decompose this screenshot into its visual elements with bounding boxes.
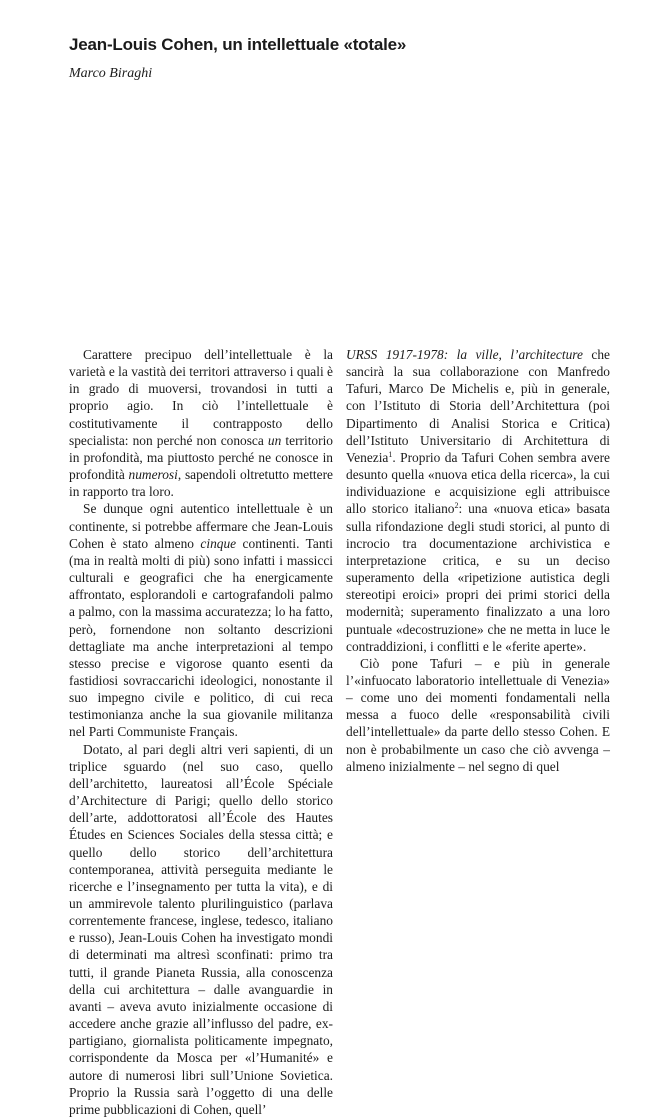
paragraph-4: Ciò pone Tafuri – e più in generale l’«infuocato laboratorio intellettuale di Venezia» – come uno dei momenti fondamentali nella messa a fuoco delle «responsabilità civili dell’intellettuale» da parte dello stesso Cohen. E non è probabilmente un caso che ciò avvenga – almeno inizialmente – nel segno di quel [346, 655, 610, 774]
text-column-right [346, 346, 610, 775]
article-title: Jean-Louis Cohen, un intellettuale «totale» [69, 35, 407, 54]
paragraph-2: Se dunque ogni autentico intellettuale è un continente, si potrebbe affermare che Jean-Louis Cohen è stato almeno cinque continenti. Tanti (ma in realtà molti di più) sono infatti i massicci culturali e geografici che ha energicamente affrontato, esplorandoli e cartografandoli palmo a palmo, con la massima accuratezza; lo ha fatto, però, fornendone non soltanto descrizioni dettagliate ma anche interpretazioni al tempo stesso precise e vigorose quanto esenti da fastidiosi sovraccarichi ideologici, nonostante il suo impegno civile e politico, di cui reca testimonianza anche la sua giovanile militanza nel Parti Communiste Français. [69, 501, 333, 740]
paragraph-3-text: Dotato, al pari degli altri veri sapienti, di un triplice sguardo (nel suo caso, quello dell’architetto, laureatosi all’École Spéciale d’Architecture di Parigi; quello dello storico dell’arte, addottoratosi all’École des Hautes Études en Sciences Sociales della stessa città; e quello dello storico dell’architettura contemporanea, attività perseguita mediante le ricerche e l’insegnamento per tutta la vita), e di un ammirevole talento plurilinguistico (parlava correntemente francese, inglese, tedesco, italiano e russo), Jean-Louis Cohen ha investigato mondi di determinati ma altresì sconfinati: primo tra tutti, il grande Pianeta Russia, alla conoscenza della cui architettura – dalle avanguardie in avanti – aveva avuto inizialmente occasione di accedere anche grazie all’influsso del padre, ex-partigiano, giornalista politicamente impegnato, corrispondente da Mosca per «l’Humanité» e autore di numerosi libri sull’Unione Sovietica. Proprio la Russia sarà l’oggetto di una delle prime pubblicazioni di Cohen, quell’ [69, 741, 333, 1117]
paragraph-1: Carattere precipuo dell’intellettuale è la varietà e la vastità dei territori attraverso i quali è in grado di muoversi, trovandosi in tutti a proprio agio. In ciò l’intellettuale è costitutivamente il contrapposto dello specialista: non perché non conosca un territorio in profondità, ma piuttosto perché ne conosce in profondità numerosi, sapendoli oltretutto mettere in rapporto tra loro. [69, 347, 333, 500]
footnote-ref-2: 2 [454, 501, 459, 511]
article-author: Marco Biraghi [69, 66, 153, 81]
footnote-ref-1: 1 [388, 449, 393, 459]
paragraph-3-continued: URSS 1917-1978: la ville, l’architecture che sancirà la sua collaborazione con Manfredo Tafuri, Marco De Michelis e, più in generale, con l’Istituto di Storia dell’Architettura (poi Dipartimento di Analisi Storica e Critica) dell’Istituto Universitario di Architettura di Venezia$^1$. Proprio da Tafuri Cohen sembra avere desunto quella «nuova etica della ricerca», la cui individuazione e acquisizione egli attribuisce allo storico italiano$^2$: una «nuova etica» basata sulla rifondazione degli studi storici, al punto di incrocio tra documentazione archivistica e interpretazione critica, e su un deciso superamento della «ripetizione autistica degli stereotipi eroici» propri dei primi storici della modernità; superamento finalizzato a una loro puntuale «decostruzione» che ne metta in luce le contraddizioni, i conflitti e le «ferite aperte». [346, 347, 610, 654]
text-column-left [69, 346, 333, 1118]
paragraph-3 [69, 741, 333, 1118]
